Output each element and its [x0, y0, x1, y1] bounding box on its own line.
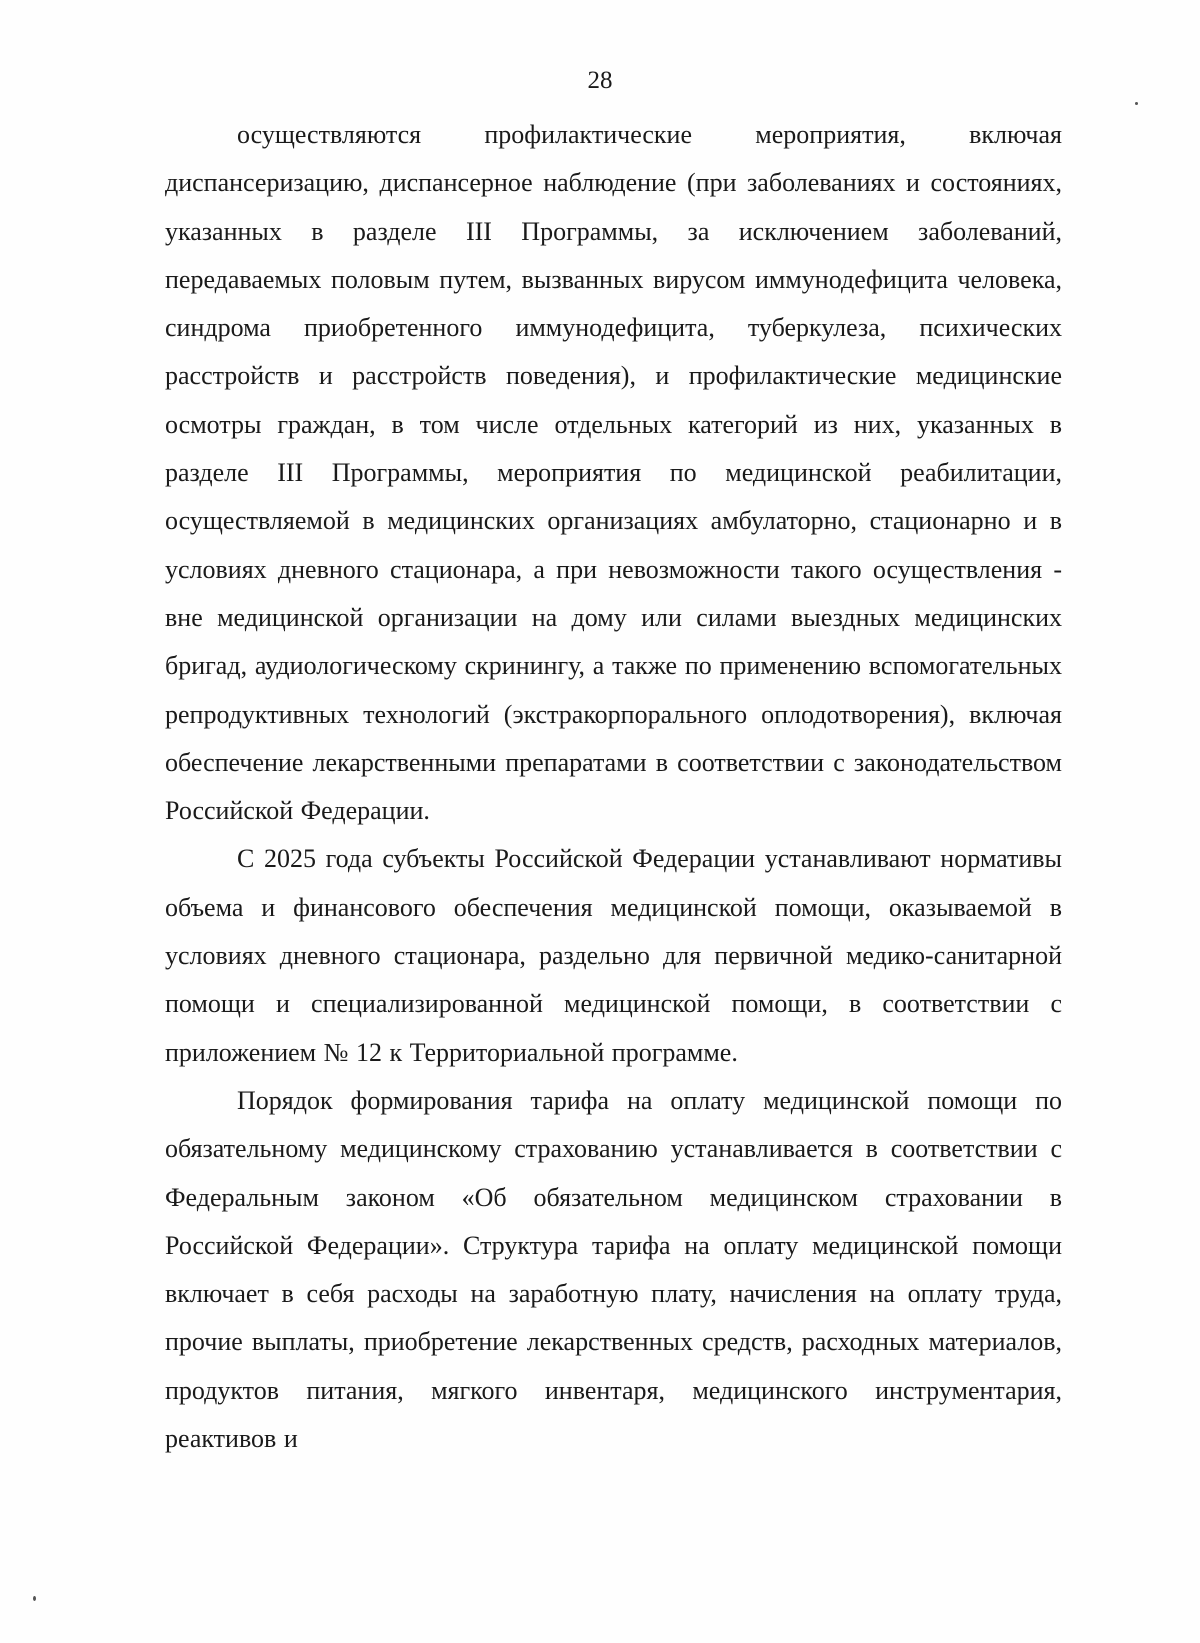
- paragraph-tariff-formation: Порядок формирования тарифа на оплату медицинской помощи по обязательному медицинскому страхованию устанавливается в соответствии с Федеральным законом «Об обязательном медицинском страховании в Российской Федерации». Структура тарифа на оплату медицинской помощи включает в себя расходы на заработную плату, начисления на оплату труда, прочие выплаты, приобретение лекарственных средств, расходных материалов, продуктов питания, мягкого инвентаря, медицинского инструментария, реактивов и: [165, 1085, 1062, 1454]
- document-body: [165, 111, 1062, 1463]
- paragraph-day-hospital-norms: С 2025 года субъекты Российской Федерации устанавливают нормативы объема и финансового обеспечения медицинской помощи, оказываемой в условиях дневного стационара, раздельно для первичной медико-санитарной помощи и специализированной медицинской помощи, в соответствии с приложением № 12 к Территориальной программе.: [165, 844, 1062, 1067]
- scan-speck: [33, 1596, 36, 1601]
- scan-speck: [1135, 102, 1138, 105]
- paragraph-continuation: осуществляются профилактические мероприятия, включая диспансеризацию, диспансерное наблюдение (при заболеваниях и состояниях, указанных в разделе III Программы, за исключением заболеваний, передаваемых половым путем, вызванных вирусом иммунодефицита человека, синдрома приобретенного иммунодефицита, туберкулеза, психических расстройств и расстройств поведения), и профилактические медицинские осмотры граждан, в том числе отдельных категорий из них, указанных в разделе III Программы, мероприятия по медицинской реабилитации, осуществляемой в медицинских организациях амбулаторно, стационарно и в условиях дневного стационара, а при невозможности такого осуществления - вне медицинской организации на дому или силами выездных медицинских бригад, аудиологическому скринингу, а также по применению вспомогательных репродуктивных технологий (экстракорпорального оплодотворения), включая обеспечение лекарственными препаратами в соответствии с законодательством Российской Федерации.: [165, 120, 1062, 826]
- page-number: 28: [587, 67, 613, 94]
